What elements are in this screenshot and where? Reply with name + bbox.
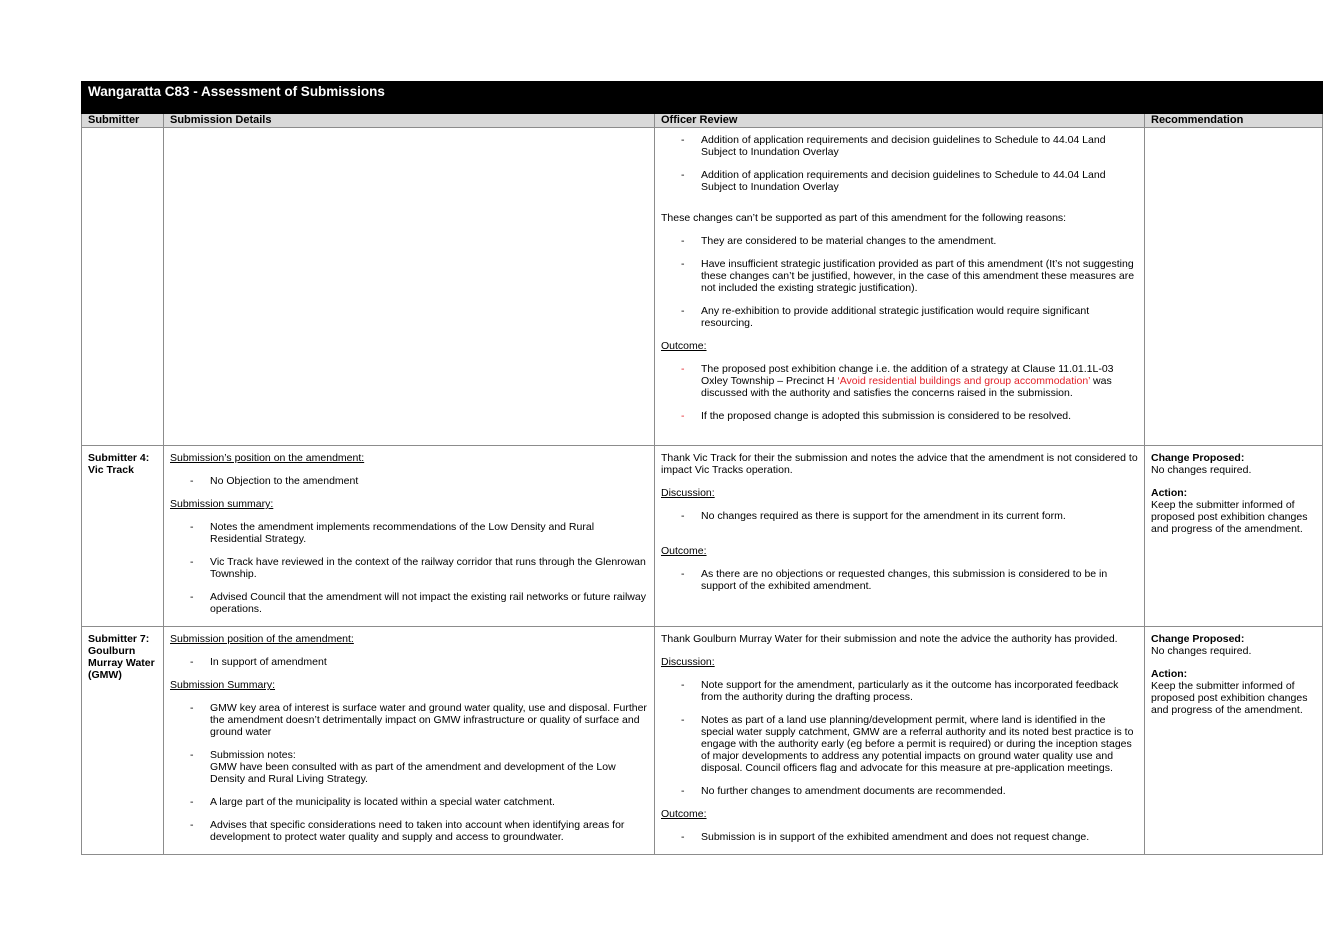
recommendation-cell (1145, 128, 1323, 446)
dash-bullet: - (190, 591, 194, 603)
action-text: Keep the submitter informed of proposed post exhibition changes and progress of the amendment. (1151, 499, 1308, 535)
outcome-label: Outcome: (661, 545, 707, 557)
dash-bullet: - (681, 785, 685, 797)
officer-review-cell (655, 446, 1145, 627)
list-item: - A large part of the municipality is located within a special water catchment. (190, 796, 555, 808)
dash-bullet: - (190, 656, 194, 668)
submitter-cell (82, 128, 164, 446)
change-proposed-label: Change Proposed: (1151, 452, 1245, 464)
list-item: - No Objection to the amendment (190, 475, 359, 487)
column-header-submitter: Submitter (82, 114, 164, 128)
list-item: - Submission is in support of the exhibited amendment and does not request change. (681, 831, 1090, 843)
recommendation-cell (1145, 627, 1323, 855)
dash-bullet: - (190, 556, 194, 568)
list-item: - As there are no objections or requested changes, this submission is considered to be in support of the exhibited amendment. (681, 568, 1108, 592)
dash-bullet: - (190, 819, 194, 831)
outcome-label: Outcome: (661, 340, 707, 352)
officer-review-cell (655, 128, 1145, 446)
recommendation-cell (1145, 446, 1323, 627)
submission-details-cell (164, 128, 655, 446)
dash-bullet: - (190, 796, 194, 808)
submission-details-cell (164, 446, 655, 627)
bullet-list (661, 510, 1138, 522)
dash-bullet: - (681, 363, 685, 375)
review-intro: Thank Goulburn Murray Water for their submission and note the advice the authority has provided. (661, 633, 1118, 645)
assessment-table (81, 81, 1323, 855)
dash-bullet: - (681, 169, 685, 181)
list-item: - Advises that specific considerations need to taken into account when identifying areas for development to protect water quality and supply and access to groundwater. (190, 819, 625, 843)
highlighted-strategy-text: ‘Avoid residential buildings and group accommodation’ (837, 375, 1091, 387)
list-item: - Addition of application requirements and decision guidelines to Schedule to 44.04 Land Subject to Inundation Overlay (681, 169, 1106, 193)
action-label: Action: (1151, 668, 1188, 680)
dash-bullet: - (190, 702, 194, 714)
bullet-list (661, 679, 1138, 797)
dash-bullet: - (681, 679, 685, 691)
summary-label: Submission Summary: (170, 679, 276, 691)
dash-bullet: - (681, 134, 685, 146)
change-proposed-text: No changes required. (1151, 645, 1252, 657)
bullet-list (170, 656, 648, 668)
submitter-cell: Submitter 4: Vic Track (82, 446, 164, 627)
action-text: Keep the submitter informed of proposed post exhibition changes and progress of the amendment. (1151, 680, 1308, 716)
bullet-list (170, 475, 648, 487)
list-item: - No changes required as there is support for the amendment in its current form. (681, 510, 1066, 522)
column-header-submission-details: Submission Details (164, 114, 655, 128)
list-item: - Have insufficient strategic justification provided as part of this amendment (It’s not suggesting these changes can’t be justified, however, in the case of this amendment these measures are not included the existing strategic justification). (681, 258, 1135, 294)
list-item: - They are considered to be material changes to the amendment. (681, 235, 997, 247)
table-row (82, 128, 1323, 446)
review-intro: Thank Vic Track for their the submission and notes the advice that the amendment is not considered to impact Vic Tracks operation. (661, 452, 1138, 476)
list-item: - In support of amendment (190, 656, 327, 668)
bullet-list (170, 521, 648, 615)
dash-bullet: - (681, 831, 685, 843)
list-item: - Advised Council that the amendment will not impact the existing rail networks or future railway operations. (190, 591, 646, 615)
change-proposed-label: Change Proposed: (1151, 633, 1245, 645)
list-item: - Any re-exhibition to provide additional strategic justification would require significant resourcing. (681, 305, 1090, 329)
bullet-list (661, 568, 1138, 592)
dash-bullet: - (681, 258, 685, 270)
outcome-label: Outcome: (661, 808, 707, 820)
column-header-row (82, 114, 1323, 128)
dash-bullet: - (190, 749, 194, 761)
list-item: - The proposed post exhibition change i.e. the addition of a strategy at Clause 11.01.1L-03 Oxley Township – Precinct H ‘Avoid residential buildings and group accommodation’ was discussed with the authority and satisfies the concerns raised in the submission. (681, 363, 1114, 399)
list-item: - If the proposed change is adopted this submission is considered to be resolved. (681, 410, 1072, 422)
column-header-recommendation: Recommendation (1145, 114, 1323, 128)
dash-bullet: - (681, 410, 685, 422)
table-title: Wangaratta C83 - Assessment of Submissions (82, 82, 1323, 114)
discussion-label: Discussion: (661, 487, 715, 499)
bullet-list (661, 235, 1138, 329)
table-row (82, 627, 1323, 855)
officer-review-cell (655, 627, 1145, 855)
list-item: - GMW key area of interest is surface water and ground water quality, use and disposal. Further the amendment doesn’t detrimentally impact on GMW infrastructure or quality of surface and ground water (190, 702, 647, 738)
table-title-row (82, 82, 1323, 114)
dash-bullet: - (681, 510, 685, 522)
summary-label: Submission summary: (170, 498, 274, 510)
dash-bullet: - (190, 521, 194, 533)
table-row (82, 446, 1323, 627)
dash-bullet: - (681, 568, 685, 580)
dash-bullet: - (681, 714, 685, 726)
list-item: - Notes as part of a land use planning/development permit, where land is identified in the special water supply catchment, GMW are a referral authority and its noted best practice is to engage with the authority early (eg before a permit is required) or during the inception stages of major developments to address any potential impacts on ground water quality use and disposal. Council officers flag and advocate for this measure at pre-application meetings. (681, 714, 1134, 774)
reasons-intro: These changes can’t be supported as part of this amendment for the following reasons: (661, 212, 1067, 224)
bullet-list (661, 363, 1138, 422)
change-proposed-text: No changes required. (1151, 464, 1252, 476)
submitter-cell: Submitter 7: Goulburn Murray Water (GMW) (82, 627, 164, 855)
discussion-label: Discussion: (661, 656, 715, 668)
dash-bullet: - (681, 305, 685, 317)
bullet-list (661, 134, 1138, 193)
action-label: Action: (1151, 487, 1188, 499)
list-item: - Submission notes: GMW have been consulted with as part of the amendment and development of the Low Density and Rural Living Strategy. (190, 749, 616, 785)
dash-bullet: - (681, 235, 685, 247)
submission-details-cell (164, 627, 655, 855)
list-item: - Note support for the amendment, particularly as it the outcome has incorporated feedback from the authority during the drafting process. (681, 679, 1119, 703)
dash-bullet: - (190, 475, 194, 487)
list-item: - Notes the amendment implements recommendations of the Low Density and Rural Residential Strategy. (190, 521, 595, 545)
list-item: - Vic Track have reviewed in the context of the railway corridor that runs through the Glenrowan Township. (190, 556, 646, 580)
list-item: - No further changes to amendment documents are recommended. (681, 785, 1006, 797)
list-item: - Addition of application requirements and decision guidelines to Schedule to 44.04 Land Subject to Inundation Overlay (681, 134, 1106, 158)
bullet-list (170, 702, 648, 843)
column-header-officer-review: Officer Review (655, 114, 1145, 128)
position-label: Submission position of the amendment: (170, 633, 354, 645)
bullet-list (661, 831, 1138, 843)
position-label: Submission’s position on the amendment: (170, 452, 365, 464)
